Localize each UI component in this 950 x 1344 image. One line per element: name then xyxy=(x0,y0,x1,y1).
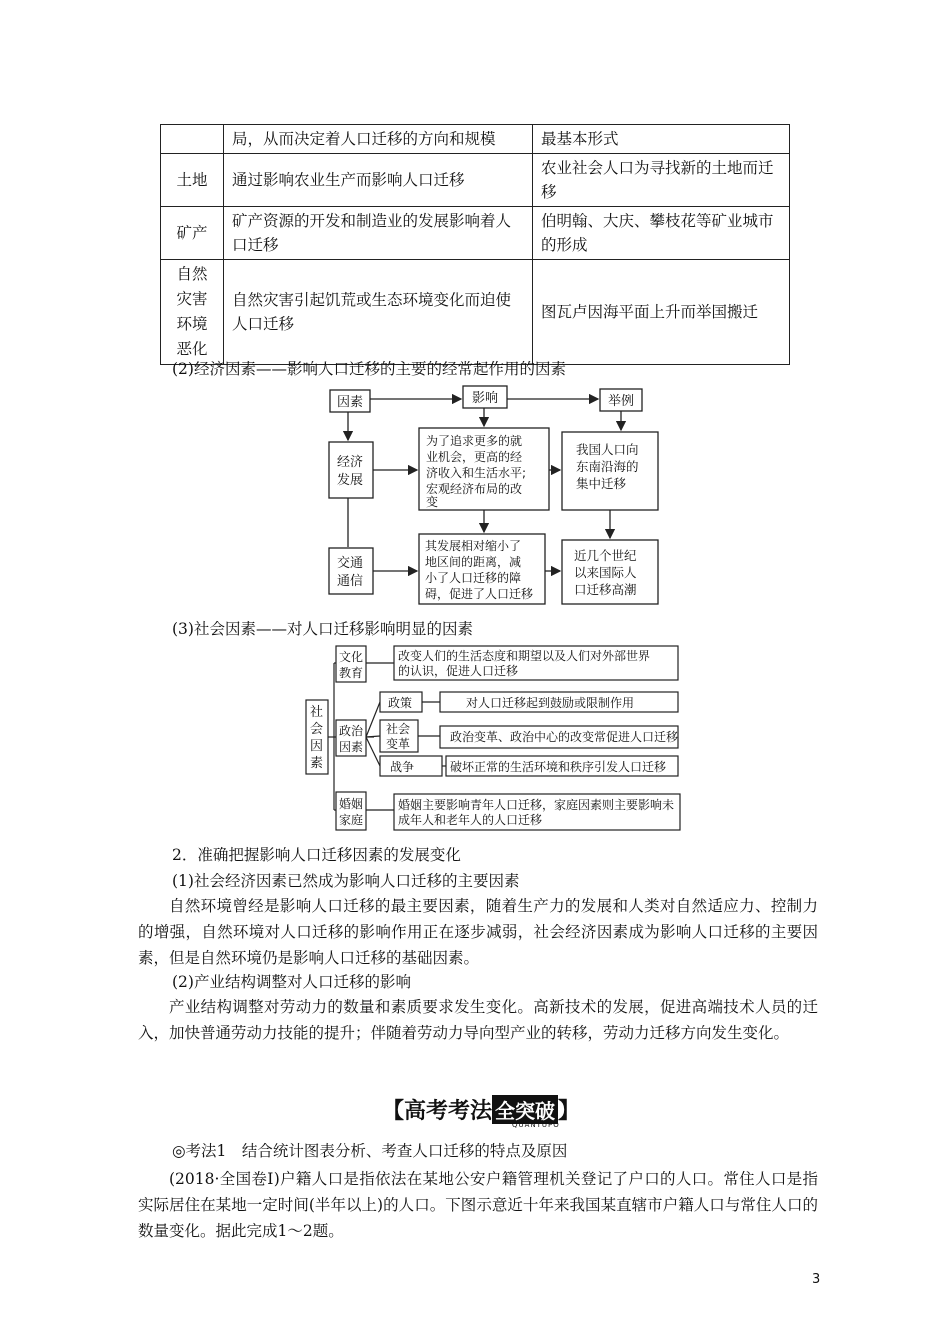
table-row xyxy=(161,125,790,154)
war-desc: 破坏正常的生活环境和秩序引发人口迁移 xyxy=(450,760,667,774)
method-heading: ◎考法1 结合统计图表分析、考查人口迁移的特点及原因 xyxy=(172,1142,568,1160)
question-paragraph: (2018·全国卷Ⅰ)户籍人口是指依法在某地公安户籍管理机关登记了户口的人口。常住人口是指实际居住在某地一定时间(半年以上)的人口。下图示意近十年来我国某直辖市户籍人口与常住人口的数量变化。据此完成1～2题。 xyxy=(138,1170,818,1240)
policy-label: 政策 xyxy=(388,696,413,710)
factor-cell xyxy=(161,125,224,154)
paragraph-2: 产业结构调整对劳动力的数量和素质要求发生变化。高新技术的发展，促进高端技术人员的迁入，加快普通劳动力技能的提升；伴随着劳动力导向型产业的转移，劳动力迁移方向发生变化。 xyxy=(138,998,818,1042)
change-desc: 政治变革、政治中心的改变常促进人口迁移 xyxy=(450,730,679,744)
factor-header: 因素 xyxy=(337,395,364,410)
example-cell: 图瓦卢因海平面上升而举国搬迁 xyxy=(533,260,790,365)
transport-example-text: 近几个世纪 以来国际人 口迁移高潮 xyxy=(574,548,637,597)
effect-cell: 局，从而决定着人口迁移的方向和规模 xyxy=(224,125,533,154)
section-2-heading: 2．准确把握影响人口迁移因素的发展变化 xyxy=(172,846,461,864)
example-cell: 最基本形式 xyxy=(533,125,790,154)
effect-cell: 矿产资源的开发和制造业的发展影响着人口迁移 xyxy=(224,207,533,260)
banner-box-title: 全突破 xyxy=(492,1095,558,1124)
effect-cell: 通过影响农业生产而影响人口迁移 xyxy=(224,154,533,207)
example-header: 举例 xyxy=(608,394,635,409)
paragraph-1: 自然环境曾经是影响人口迁移的最主要因素，随着生产力的发展和人类对自然适应力、控制力的增强，自然环境对人口迁移的影响作用正在逐步减弱，社会经济因素成为影响人口迁移的主要因素，但是自然环境仍是影响人口迁移的基础因素。 xyxy=(138,897,818,967)
policy-desc: 对人口迁移起到鼓励或限制作用 xyxy=(466,696,635,710)
social-diagram xyxy=(300,640,685,835)
effect-cell: 自然灾害引起饥荒或生态环境变化而迫使人口迁移 xyxy=(224,260,533,365)
factor-cell: 土地 xyxy=(161,154,224,207)
table-row xyxy=(161,260,790,365)
transport-effect-text: 其发展相对缩小了 地区间的距离，减 小了人口迁移的障 碍，促进了人口迁移 xyxy=(425,539,534,601)
change-label: 社会 变革 xyxy=(386,722,411,751)
marriage-label: 婚姻 家庭 xyxy=(339,797,364,827)
culture-desc: 改变人们的生活态度和期望以及人们对外部世界 的认识，促进人口迁移 xyxy=(398,649,651,678)
econ-heading: (2)经济因素——影响人口迁移的主要的经常起作用的因素 xyxy=(172,360,566,378)
factor-cell: 矿产 xyxy=(161,207,224,260)
effect-header: 影响 xyxy=(472,391,499,406)
table-row xyxy=(161,207,790,260)
section-2-1-heading: (1)社会经济因素已然成为影响人口迁移的主要因素 xyxy=(172,872,520,890)
banner-subtitle: QUANTUPO xyxy=(512,1121,560,1129)
banner-title: 【高考考法 xyxy=(382,1099,493,1124)
example-cell: 伯明翰、大庆、攀枝花等矿业城市的形成 xyxy=(533,207,790,260)
econ-dev-example-text: 我国人口向 东南沿海的 集中迁移 xyxy=(576,442,639,491)
table-row xyxy=(161,154,790,207)
page-number: 3 xyxy=(812,1272,821,1287)
politics-label: 政治 因素 xyxy=(339,724,364,754)
econ-dev-box xyxy=(329,442,373,498)
econ-dev-label: 发展 xyxy=(337,473,364,488)
factor-cell: 自然灾害环境恶化 xyxy=(161,260,224,365)
econ-dev-effect-text: 为了追求更多的就 业机会，更高的经 济收入和生活水平; 宏观经济布局的改 变 xyxy=(426,434,527,509)
culture-label: 文化 教育 xyxy=(339,650,364,680)
example-cell: 农业社会人口为寻找新的土地而迁移 xyxy=(533,154,790,207)
marriage-desc: 婚姻主要影响青年人口迁移，家庭因素则主要影响未 成年人和老年人的人口迁移 xyxy=(398,798,675,827)
social-root-text: 社 会 因 素 xyxy=(310,705,324,771)
transport-label: 交通 xyxy=(337,556,364,571)
social-heading: (3)社会因素——对人口迁移影响明显的因素 xyxy=(172,620,473,638)
war-label: 战争 xyxy=(390,760,415,774)
econ-dev-label: 经济 xyxy=(337,455,364,470)
econ-diagram xyxy=(320,382,670,612)
section-2-2-heading: (2)产业结构调整对人口迁移的影响 xyxy=(172,973,411,991)
transport-label: 通信 xyxy=(337,574,364,589)
factors-table xyxy=(160,124,790,365)
banner-close: 】 xyxy=(558,1099,581,1124)
